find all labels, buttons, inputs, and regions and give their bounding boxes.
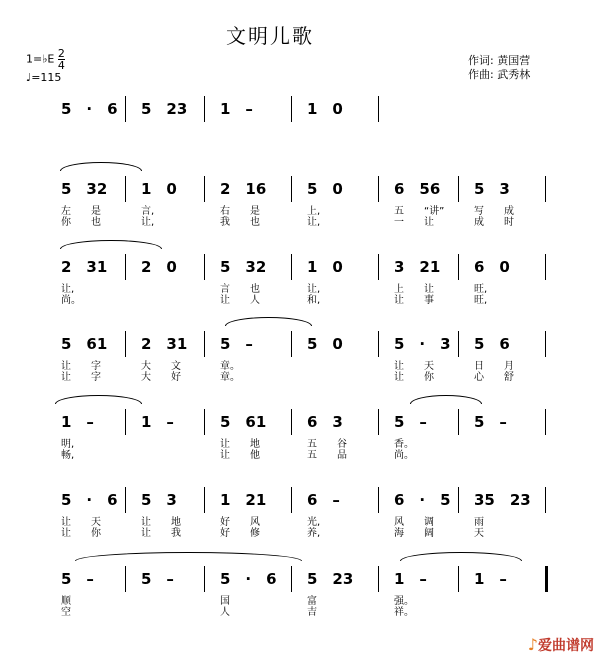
barline	[291, 176, 292, 202]
measure-notes: 5 0	[307, 335, 343, 353]
barline	[458, 331, 459, 357]
measure-notes: 5 6	[474, 335, 510, 353]
measure-notes: 6 · 5	[394, 491, 451, 509]
lyric-text: 五 谷	[307, 439, 347, 450]
barline	[125, 409, 126, 435]
tempo-value: 115	[40, 71, 62, 84]
barline	[204, 254, 205, 280]
measure-notes: 5 · 6	[61, 100, 118, 118]
measure-notes: 5 –	[394, 413, 427, 431]
lyric-text: 右 是	[220, 206, 260, 217]
lyric-text: 让 事	[394, 295, 434, 306]
barline	[204, 487, 205, 513]
composer: 作曲: 武秀林	[468, 68, 531, 81]
lyric-text: 旺,	[474, 284, 488, 295]
lyric-text: 雨	[474, 517, 484, 528]
lyric-text: 章。	[220, 372, 240, 383]
measure-notes: 1 0	[307, 100, 343, 118]
measure-notes: 5 0	[307, 180, 343, 198]
barline	[458, 487, 459, 513]
site-logo	[528, 635, 594, 655]
barline	[458, 409, 459, 435]
lyric-text: 空	[61, 607, 71, 618]
barline	[378, 331, 379, 357]
lyric-text: 让,	[307, 217, 321, 228]
measure-notes: 5 · 6	[220, 570, 277, 588]
measure-notes: 1 21	[220, 491, 267, 509]
measure-notes: 1 0	[307, 258, 343, 276]
lyric-text: 让,	[61, 284, 75, 295]
barline	[204, 409, 205, 435]
lyric-text: 成 时	[474, 217, 514, 228]
lyric-text: 天	[474, 528, 484, 539]
lyric-text: 言,	[141, 206, 155, 217]
lyric-text: 人	[220, 607, 230, 618]
barline	[458, 176, 459, 202]
lyric-text: 强。	[394, 596, 414, 607]
lyric-text: 让 人	[220, 295, 260, 306]
barline	[125, 487, 126, 513]
measure-notes: 6 3	[307, 413, 343, 431]
measure-notes: 5 3	[141, 491, 177, 509]
barline	[545, 254, 546, 280]
barline	[204, 566, 205, 592]
measure-notes: 5 61	[61, 335, 108, 353]
lyric-text: 日 月	[474, 361, 514, 372]
measure-notes: 5 –	[474, 413, 507, 431]
measure-notes: 1 0	[141, 180, 177, 198]
lyric-text: 我 也	[220, 217, 260, 228]
barline	[378, 566, 379, 592]
lyric-text: 让 字	[61, 361, 101, 372]
barline	[204, 176, 205, 202]
measure-notes: 5 32	[220, 258, 267, 276]
lyric-text: 一 让	[394, 217, 434, 228]
final-barline	[545, 566, 548, 592]
lyric-text: 大 好	[141, 372, 181, 383]
measure-notes: 5 23	[307, 570, 354, 588]
measure-notes: 2 0	[141, 258, 177, 276]
lyric-text: 让,	[141, 217, 155, 228]
measure-notes: 5 61	[220, 413, 267, 431]
barline	[204, 331, 205, 357]
lyric-text: 养,	[307, 528, 321, 539]
score-line	[0, 409, 600, 489]
measure-notes: 5 –	[141, 570, 174, 588]
measure-notes: 35 23	[474, 491, 531, 509]
barline	[125, 96, 126, 122]
lyric-text: 让 地	[141, 517, 181, 528]
measure-notes: 5 · 6	[61, 491, 118, 509]
lyric-text: 光,	[307, 517, 321, 528]
barline	[291, 566, 292, 592]
barline	[458, 566, 459, 592]
barline	[378, 487, 379, 513]
barline	[545, 176, 546, 202]
barline	[291, 331, 292, 357]
barline	[291, 96, 292, 122]
measure-notes: 5 23	[141, 100, 188, 118]
measure-notes: 2 31	[61, 258, 108, 276]
measure-notes: 5 –	[220, 335, 253, 353]
barline	[291, 487, 292, 513]
time-den: 4	[57, 59, 65, 72]
barline	[458, 254, 459, 280]
lyric-text: 和,	[307, 295, 321, 306]
lyric-text: 好 修	[220, 528, 260, 539]
barline	[204, 96, 205, 122]
lyric-text: 让 你	[394, 372, 434, 383]
key-signature	[26, 48, 65, 84]
lyric-text: 海 阔	[394, 528, 434, 539]
music-note-icon: ♪	[527, 635, 538, 654]
lyric-text: 尚。	[394, 450, 414, 461]
lyric-text: 富	[307, 596, 317, 607]
barline	[378, 96, 379, 122]
song-title: 文明儿歌	[226, 24, 314, 48]
lyric-text: 言 也	[220, 284, 260, 295]
measure-notes: 5 32	[61, 180, 108, 198]
barline	[125, 331, 126, 357]
lyric-text: 让 字	[61, 372, 101, 383]
barline	[125, 254, 126, 280]
barline	[125, 176, 126, 202]
measure-notes: 6 0	[474, 258, 510, 276]
measure-notes: 1 –	[220, 100, 253, 118]
measure-notes: 1 –	[61, 413, 94, 431]
measure-notes: 1 –	[394, 570, 427, 588]
key-prefix: 1=	[26, 52, 43, 66]
measure-notes: 6 –	[307, 491, 340, 509]
lyric-text: 让 地	[220, 439, 260, 450]
lyric-text: 国	[220, 596, 230, 607]
measure-notes: 3 21	[394, 258, 441, 276]
lyric-text: 上 让	[394, 284, 434, 295]
time-signature	[58, 48, 65, 71]
barline	[545, 409, 546, 435]
lyric-text: 畅,	[61, 450, 75, 461]
key-note: E	[47, 52, 55, 66]
measure-notes: 2 31	[141, 335, 188, 353]
lyric-text: 写 成	[474, 206, 514, 217]
barline	[378, 176, 379, 202]
time-num: 2	[57, 47, 65, 60]
lyric-text: 五 “讲”	[394, 206, 445, 217]
lyric-text: 心 舒	[474, 372, 514, 383]
measure-notes: 5 3	[474, 180, 510, 198]
lyric-text: 让 天	[61, 517, 101, 528]
lyric-text: 风 调	[394, 517, 434, 528]
lyric-text: 让 你	[61, 528, 101, 539]
lyric-text: 上,	[307, 206, 321, 217]
lyric-text: 祥。	[394, 607, 414, 618]
measure-notes: 5 · 3	[394, 335, 451, 353]
barline	[291, 409, 292, 435]
lyric-text: 顺	[61, 596, 71, 607]
tempo-mark: ♩=	[26, 71, 41, 84]
score-line	[0, 566, 600, 646]
lyric-text: 让 天	[394, 361, 434, 372]
barline	[378, 254, 379, 280]
measure-notes: 1 –	[474, 570, 507, 588]
lyric-text: 香。	[394, 439, 414, 450]
barline	[545, 487, 546, 513]
barline	[545, 331, 546, 357]
credits	[468, 54, 530, 82]
lyric-text: 你 也	[61, 217, 101, 228]
lyric-text: 好 风	[220, 517, 260, 528]
measure-notes: 2 16	[220, 180, 267, 198]
lyric-text: 左 是	[61, 206, 101, 217]
measure-notes: 6 56	[394, 180, 441, 198]
lyricist: 作词: 黄国营	[468, 54, 531, 67]
lyric-text: 五 品	[307, 450, 347, 461]
lyric-text: 大 文	[141, 361, 181, 372]
logo-text: 爱曲谱网	[538, 638, 594, 654]
lyric-text: 旺,	[474, 295, 488, 306]
lyric-text: 明,	[61, 439, 75, 450]
barline	[125, 566, 126, 592]
lyric-text: 让,	[307, 284, 321, 295]
lyric-text: 尚。	[61, 295, 81, 306]
measure-notes: 1 –	[141, 413, 174, 431]
lyric-text: 让 他	[220, 450, 260, 461]
lyric-text: 让 我	[141, 528, 181, 539]
lyric-text: 吉	[307, 607, 317, 618]
flat-sign: ♭	[42, 52, 48, 66]
measure-notes: 5 –	[61, 570, 94, 588]
lyric-text: 章。	[220, 361, 240, 372]
barline	[291, 254, 292, 280]
barline	[378, 409, 379, 435]
